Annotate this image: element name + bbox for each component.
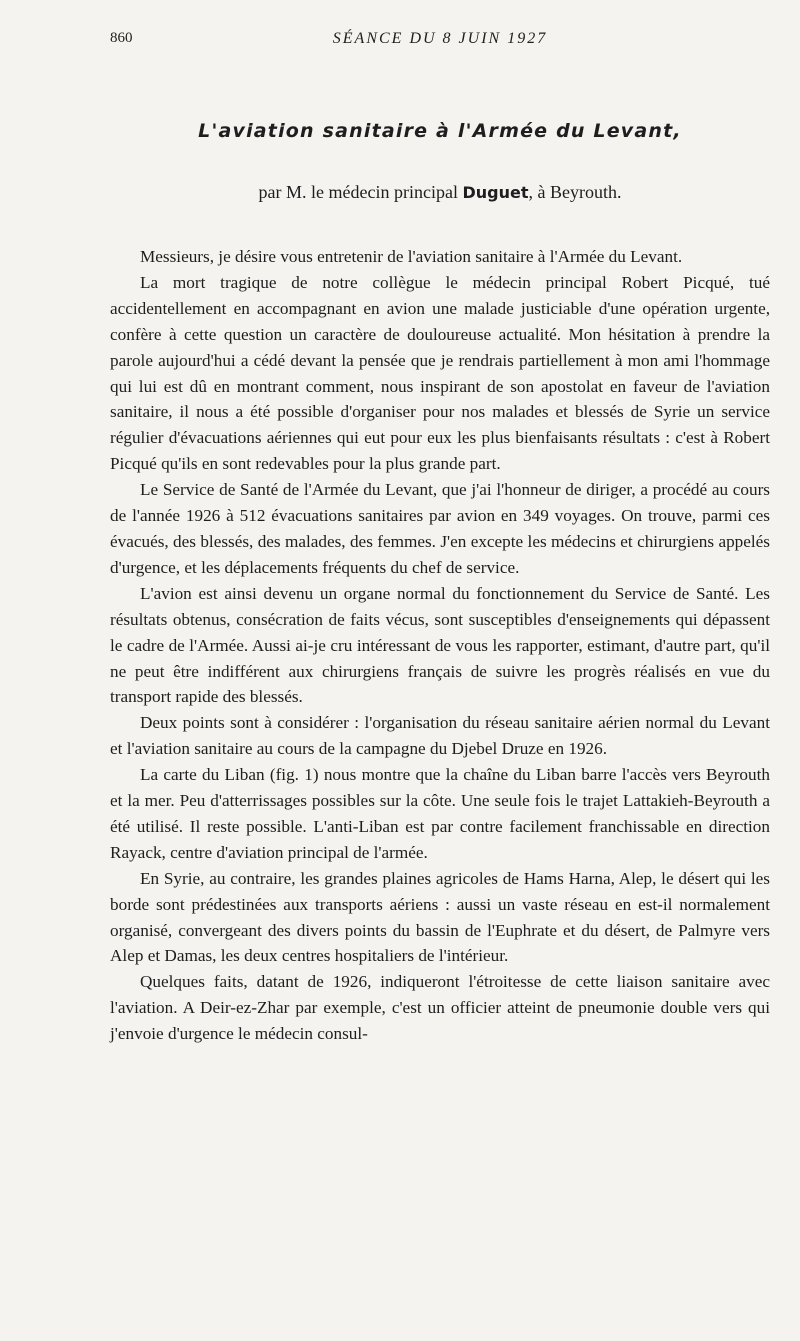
running-title: SÉANCE DU 8 JUIN 1927: [332, 30, 548, 47]
paragraph: L'avion est ainsi devenu un organe normal du fonctionnement du Service de Santé. Les résultats obtenus, consécration de faits vécus, sont susceptibles d'enseignements qui dépassent le cadre de l'Armée. Aussi ai-je cru intéressant de vous les rapporter, estimant, d'autre part, qu'il ne peut être indifférent aux chirurgiens français de suivre les progrès réalisés en vue du transport rapide des blessés.: [110, 583, 770, 707]
paragraph: En Syrie, au contraire, les grandes plaines agricoles de Hams Harna, Alep, le désert qui les borde sont prédestinées aux transports aériens : aussi un vaste réseau en est-il normalement organisé, convergeant des divers points du bassin de l'Euphrate et du désert, de Palmyre vers Alep et Damas, les deux centres hospitaliers de l'intérieur.: [110, 868, 770, 966]
paragraph: La carte du Liban (fig. 1) nous montre que la chaîne du Liban barre l'accès vers Beyrouth et la mer. Peu d'atterrissages possibles sur la côte. Une seule fois le trajet Lattakieh-Beyrouth a été utilisé. Il reste possible. L'anti-Liban est par contre facilement franchissable en direction Rayack, centre d'aviation principal de l'armée.: [110, 765, 770, 862]
running-header: [110, 30, 770, 52]
byline-suffix: , à Beyrouth.: [528, 182, 622, 202]
article-body: [110, 244, 770, 1047]
byline-author: Duguet: [462, 183, 529, 202]
paragraph: Le Service de Santé de l'Armée du Levant, que j'ai l'honneur de diriger, a procédé au cours de l'année 1926 à 512 évacuations sanitaires par avion en 349 voyages. On trouve, parmi ces évacués, des blessés, des malades, des femmes. J'en excepte les médecins et chirurgiens appelés d'urgence, et les déplacements fréquents du chef de service.: [110, 480, 770, 577]
paragraph: Deux points sont à considérer : l'organisation du réseau sanitaire aérien normal du Levant et l'aviation sanitaire au cours de la campagne du Djebel Druze en 1926.: [110, 713, 770, 759]
article-byline: [110, 182, 770, 203]
paragraph: La mort tragique de notre collègue le médecin principal Robert Picqué, tué accidentellement en accompagnant en avion une malade justiciable d'une opération urgente, confère à cette question un caractère de douloureuse actualité. Mon hésitation à prendre la parole aujourd'hui a cédé devant la pensée que je rendrais partiellement à mon ami l'hommage qui lui est dû en montrant comment, nous inspirant de son apostolat en faveur de l'aviation sanitaire, il nous a été possible d'organiser pour nos malades et blessés de Syrie un service régulier d'évacuations aériennes qui eut pour eux les plus bienfaisants résultats : c'est à Robert Picqué qu'ils en sont redevables pour la plus grande part.: [110, 272, 770, 474]
paragraph: Quelques faits, datant de 1926, indiqueront l'étroitesse de cette liaison sanitaire avec l'aviation. A Deir-ez-Zhar par exemple, c'est un officier atteint de pneumonie double vers qui j'envoie d'urgence le médecin consul-: [110, 972, 770, 1044]
byline-prefix: par M. le médecin principal: [258, 182, 463, 202]
article-title: L'aviation sanitaire à l'Armée du Levant,: [198, 120, 682, 142]
paragraph: Messieurs, je désire vous entretenir de l'aviation sanitaire à l'Armée du Levant.: [140, 247, 683, 266]
page-number: 860: [110, 30, 133, 46]
